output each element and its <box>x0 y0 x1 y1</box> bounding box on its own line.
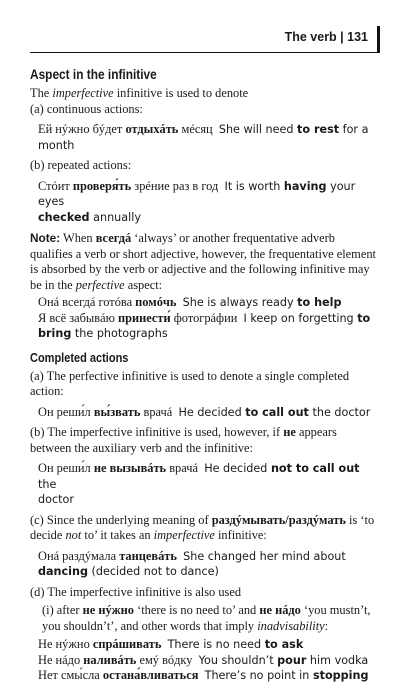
book-page <box>30 24 380 684</box>
example-b: Стóит проверя́ть зрéние раз в год It is worth having your eyes checked annually <box>38 178 356 224</box>
item-d-completed: (d) The imperfective infinitive is also used <box>30 584 242 599</box>
example-completed-b: Он реши́л не вызывáть врачá He decided not to call out the doctor <box>38 461 360 506</box>
example-d-1: Не нýжно спрáшивать There is no need to ask <box>38 637 304 651</box>
header-bar <box>377 26 380 52</box>
note-example-2: Я всё забывáю принести́ фотогрáфии I keep on forgetting to bring the photographs <box>38 310 371 340</box>
example-d-3: Нет смы́сла остана́вливаться There’s no point in stopping <box>38 668 369 682</box>
item-a-completed: (a) The perfective infinitive is used to denote a single completed action: <box>30 368 350 398</box>
section-title-aspect: Aspect in the infinitive <box>30 67 157 82</box>
example-completed-a: Он реши́л вы́звать врачá He decided to call out the doctor <box>38 404 371 419</box>
note-example-1: Онá всегдá готóва помóчь She is always ready to help <box>38 295 342 309</box>
item-b-completed: (b) The imperfective infinitive is used, however, if не appears between the auxiliary verb and the infinitive: <box>30 425 337 455</box>
item-a: (a) continuous actions: <box>30 101 143 116</box>
note-paragraph: Note: When всегдá ‘always’ or another frequentative adverb qualifies a verb or short adjective, however, the frequentative element is absorbed by the verb or adjective and the following infinitive may be in the perfective aspect: <box>30 231 376 292</box>
intro-paragraph: The imperfective infinitive is used to denote <box>30 86 249 100</box>
page-header <box>30 24 380 53</box>
example-completed-c: Онá раздýмала танцевáть She changed her mind about dancing (decided not to dance) <box>38 548 346 578</box>
item-d-i: (i) after не нýжно ‘there is no need to’ and не нáдо ‘you mustn’t, you shouldn’t’, and other words that imply inadvisability: <box>42 603 371 633</box>
example-d-2: Не нáдо наливáть емý вóдку You shouldn’t pour him vodka <box>38 652 369 667</box>
item-b: (b) repeated actions: <box>30 158 132 172</box>
running-head: The verb | 131 <box>284 30 368 44</box>
item-c-completed: (c) Since the underlying meaning of раздýмывать/раздýмать is ‘to decide not to’ it takes an imperfective infinitive: <box>30 512 375 542</box>
section-title-completed: Completed actions <box>30 350 129 365</box>
example-a: Ей нýжно бýдет отдыхáть мéсяц She will need to rest for a month <box>38 122 369 152</box>
